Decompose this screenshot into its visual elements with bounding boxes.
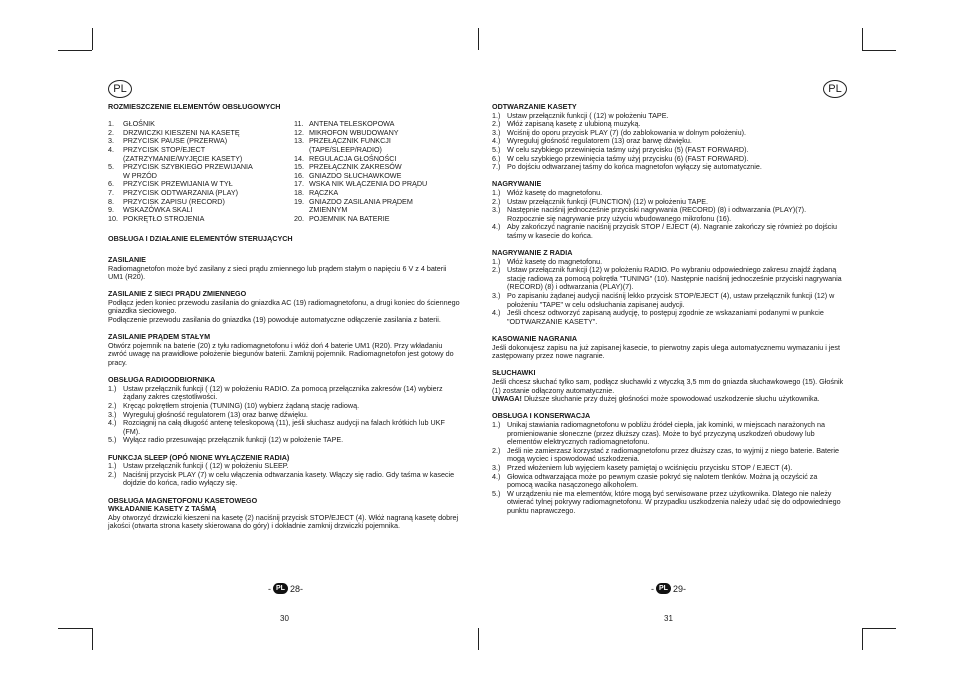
list-item-text: PRZYCISK PAUSE (PRZERWA)	[123, 136, 228, 146]
list-item-number: 4.)	[492, 136, 501, 146]
list-item-number: 4.)	[492, 222, 501, 232]
section-title: ROZMIESZCZENIE ELEMENTÓW OBSŁUGOWYCH	[108, 102, 281, 111]
list-item-text: Rozciągnij na całą długość antenę teleskopową (11), jeśli słuchasz audycji na falach krótkich lub UKF (FM).	[123, 418, 445, 436]
paragraph: Radiomagnetofon może być zasilany z sieci prądu zmiennego lub prądem stałym o napięciu 6 V z 4 baterii UM1 (R20).	[108, 263, 447, 282]
list-item-text: (ZATRZYMANIE/WYJĘCIE KASETY)	[123, 153, 243, 163]
list-item-number: 5.	[108, 162, 114, 172]
list-item-text: PRZEŁĄCZNIK FUNKCJI	[309, 136, 391, 146]
list-item-text: RĄCZKA	[309, 187, 339, 197]
list-item-number: 10.	[108, 213, 118, 223]
list-item-text: WSKAZÓWKA SKALI	[123, 205, 193, 215]
list-item-number: 4.	[108, 144, 114, 154]
crop-mark	[862, 28, 863, 50]
list-item-text: W PRZÓD	[123, 170, 157, 180]
section-title: OBSŁUGA I KONSERWACJA	[492, 411, 591, 421]
list-item-text: MIKROFON WBUDOWANY	[309, 127, 399, 137]
components-column-right	[294, 120, 463, 223]
list-item	[492, 292, 844, 309]
list-item-text: PRZYCISK ODTWARZANIA (PLAY)	[123, 187, 239, 197]
list-item-text: Wyreguluj głośność regulatorem (13) oraz barwę dźwięku.	[507, 136, 692, 146]
list-item-number: 1.)	[492, 110, 501, 120]
list-item-text: PRZYCISK ZAPISU (RECORD)	[123, 196, 225, 206]
list-item-number: 3.	[108, 136, 114, 146]
left-page-content	[108, 103, 463, 531]
list-item-number: 12.	[294, 127, 304, 137]
list-item-text: Unikaj stawiania radiomagnetofonu w pobliżu źródeł ciepła, jak kominki, w miejscach narażonych na promieniowanie słoneczne (przez dłuższy czas). Może to być przyczyną uszkodzeń obudowy lub elementów elektrycznych radiomagnetofonu.	[507, 419, 826, 447]
list-item-text: ANTENA TELESKOPOWA	[309, 119, 395, 129]
list-item-text: Ustaw przełącznik funkcji (12) w położeniu RADIO. Po wybraniu odpowiedniego zakresu znajdź żądaną stację radiową za pomocą pokrętła "TUNING" (10). Następnie naciśnij jednocześnie przyciski nagrywania (RECORD) (8) i odtwarzania (PLAY)(7).	[507, 265, 842, 292]
warning-text: Dłuższe słuchanie przy dużej głośności może spowodować uszkodzenie słuchu użytkownika.	[521, 394, 820, 404]
component-item	[108, 215, 294, 224]
numbered-list	[108, 385, 463, 445]
list-item-number: 19.	[294, 196, 304, 206]
list-item-number: 1.	[108, 119, 114, 129]
list-item-number: 2.)	[108, 469, 117, 479]
list-item	[108, 436, 463, 445]
list-item-text: Jeśli nie zamierzasz korzystać z radiomagnetofonu przez dłuższy czas, to wyjmij z niego baterie. Baterie mogą wyciec i spowodować uszkodzenia.	[507, 445, 839, 464]
numbered-list	[108, 462, 463, 488]
list-item-text: Przed włożeniem lub wyjęciem kasety pamiętaj o wciśnięciu przycisku STOP / EJECT (4).	[507, 462, 793, 472]
section-title: ZASILANIE Z SIECI PRĄDU ZMIENNEGO	[108, 289, 247, 299]
language-badge-right: PL	[823, 80, 847, 98]
list-item	[492, 206, 844, 223]
list-item-text: Następnie naciśnij jednocześnie przyciski nagrywania (RECORD) (8) i odtwarzania (PLAY)(7). Rozpocznie się nagrywanie przy użyciu wbudowanego mikrofonu (16).	[507, 205, 807, 223]
list-item-number: 2.)	[108, 401, 117, 410]
crop-mark	[862, 50, 896, 51]
list-item-text: Włóż zapisaną kasetę z ulubioną muzyką.	[507, 119, 641, 129]
list-item-number: 8.	[108, 196, 114, 206]
list-item-text: Ustaw przełącznik funkcji ( (12) w położeniu SLEEP.	[123, 461, 289, 471]
components-column-left	[108, 120, 294, 223]
list-item-number: 3.)	[492, 205, 501, 215]
list-item	[108, 471, 463, 488]
footer-prefix: -	[651, 583, 654, 594]
list-item-number: 1.)	[492, 187, 501, 197]
section-title: SŁUCHAWKI	[492, 368, 536, 378]
list-item-text: Włóż kasetę do magnetofonu.	[507, 256, 603, 266]
list-item-text: Wyłącz radio przesuwając przełącznik funkcji (12) w położenie TAPE.	[123, 435, 344, 445]
list-item-text: Po dojściu odtwarzanej taśmy do końca magnetofon wyłączy się automatycznie.	[507, 162, 762, 172]
list-item-number: 17.	[294, 179, 304, 189]
list-item-number: 2.)	[492, 196, 501, 206]
language-badge-left: PL	[108, 80, 132, 98]
list-item-number: 13.	[294, 136, 304, 146]
list-item-text: GŁOŚNIK	[123, 119, 155, 129]
list-item-text: PRZEŁĄCZNIK ZAKRESÓW	[309, 162, 402, 172]
list-item-text: Kręcąc pokrętłem strojenia (TUNING) (10) wybierz żądaną stację radiową.	[123, 401, 360, 410]
list-item-text: PRZYCISK STOP/EJECT	[123, 144, 206, 154]
list-item-text: Wciśnij do oporu przycisk PLAY (7) (do zablokowania w dolnym położeniu).	[507, 127, 747, 137]
numbered-list	[492, 189, 844, 241]
list-item-number: 3.)	[492, 127, 501, 137]
list-item-number: 16.	[294, 170, 304, 180]
footer-number: 28-	[289, 583, 303, 594]
list-item	[492, 309, 844, 326]
section-title: FUNKCJA SLEEP (OPÓ NIONE WYŁĄCZENIE RADIA)	[108, 452, 290, 462]
list-item-text: Włóż kasetę do magnetofonu.	[507, 187, 603, 197]
list-item-text: W urządzeniu nie ma elementów, które mogą być serwisowane przez użytkownika. Dlatego nie należy otwierać tylnej pokrywy radiomagnetofonu. W przypadku uszkodzenia należy udać się do odpowiedniego punktu naprawczego.	[507, 488, 841, 515]
list-item-text: Głowica odtwarzająca może po pewnym czasie pokryć się nalotem tlenków. Można ją oczyścić za pomocą wacika nasączonego alkoholem.	[507, 471, 818, 490]
paragraph: Aby otworzyć drzwiczki kieszeni na kasetę (2) naciśnij przycisk STOP/EJECT (4). Włóż nagraną kasetę dobrej jakości (otwarta strona kasety skierowana do góry) i dokładnie zamknij drzwiczki pojemnika.	[108, 512, 459, 531]
paragraph: Podłączenie przewodu zasilania do gniazdka (19) powoduje automatyczne odłączenie zasilania z baterii.	[108, 315, 441, 325]
list-item-number: 20.	[294, 213, 304, 223]
list-item-text: Naciśnij przycisk PLAY (7) w celu włączenia odtwarzania kasety. Włączy się radio. Gdy taśma w kasecie dojdzie do końca, radio wyłączy się.	[123, 469, 455, 488]
list-item-text: PRZYCISK PRZEWIJANIA W TYŁ	[123, 179, 233, 189]
paragraph: Jeśli chcesz słuchać tylko sam, podłącz słuchawki z wtyczką 3,5 mm do gniazda słuchawkowego (15). Głośnik (1) zostanie odłączony automatycznie.	[492, 377, 844, 395]
list-item-text: Aby zakończyć nagranie naciśnij przycisk STOP / EJECT (4). Nagranie zakończy się również po dojściu taśmy w kasecie do końca.	[507, 222, 837, 240]
crop-mark	[92, 628, 93, 650]
page-number-right: 31	[664, 614, 673, 623]
section-title: NAGRYWANIE Z RADIA	[492, 248, 573, 258]
crop-mark	[478, 628, 479, 650]
components-sublist	[108, 120, 294, 223]
list-item-text: POKRĘTŁO STROJENIA	[123, 213, 205, 223]
section-title: OBSŁUGA I DZIAŁANIE ELEMENTÓW STERUJĄCYCH	[108, 234, 293, 244]
page-footer-right	[651, 583, 686, 594]
list-item-text: WSKA NIK WŁĄCZENIA DO PRĄDU	[309, 179, 428, 189]
warning-label: UWAGA!	[492, 394, 522, 404]
list-item-number: 11.	[294, 119, 304, 129]
list-item	[492, 421, 844, 447]
list-item-number: 3.)	[492, 291, 501, 301]
section-title: NAGRYWANIE	[492, 179, 542, 189]
list-item-number: 9.	[108, 205, 114, 215]
list-item-number: 6.)	[492, 153, 501, 163]
list-item-text: GNIAZDO SŁUCHAWKOWE	[309, 170, 402, 180]
list-item-text: Ustaw przełącznik funkcji ( (12) w położeniu TAPE.	[507, 110, 669, 120]
list-item	[108, 419, 463, 436]
list-item-number: 15.	[294, 162, 304, 172]
list-item-number: 4.)	[492, 308, 501, 318]
section-title: ZASILANIE PRĄDEM STAŁYM	[108, 332, 211, 342]
list-item	[492, 473, 844, 490]
list-item	[492, 490, 844, 516]
list-item	[492, 163, 844, 172]
list-item-number: 1.)	[492, 419, 501, 429]
numbered-list	[492, 421, 844, 516]
list-item	[492, 266, 844, 292]
crop-mark	[92, 28, 93, 50]
list-item	[492, 447, 844, 464]
list-item-number: 4.)	[492, 471, 501, 481]
crop-mark	[58, 50, 92, 51]
section-title: OBSŁUGA MAGNETOFONU KASETOWEGO	[108, 495, 258, 505]
list-item-text: REGULACJA GŁOŚNOŚCI	[309, 153, 397, 163]
list-item-text: Wyreguluj głośność regulatorem (13) oraz barwę dźwięku.	[123, 409, 308, 419]
footer-badge: PL	[273, 583, 288, 594]
list-item-number: 2.	[108, 127, 114, 137]
footer-prefix: -	[268, 583, 271, 594]
list-item-number: 14.	[294, 153, 304, 163]
list-item	[108, 385, 463, 402]
list-item-text: DRZWICZKI KIESZENI NA KASETĘ	[123, 127, 240, 137]
components-list	[108, 120, 463, 223]
footer-number: 29-	[672, 583, 686, 594]
list-item-number: 4.)	[108, 418, 117, 428]
list-item-text: Po zapisaniu żądanej audycji naciśnij lekko przycisk STOP/EJECT (4), ustaw przełącznik funkcji (12) w położeniu "TAPE" w celu odsłuchania zapisanej audycji.	[507, 291, 835, 309]
right-page-content	[492, 103, 844, 516]
list-item-number: 6.	[108, 179, 114, 189]
footer-badge: PL	[656, 583, 671, 594]
crop-mark	[58, 628, 92, 629]
list-item-text: GNIAZDO ZASILANIA PRĄDEM	[309, 196, 413, 206]
list-item-text: POJEMNIK NA BATERIE	[309, 213, 390, 223]
components-sublist	[294, 120, 463, 223]
list-item-number: 5.)	[492, 488, 501, 498]
list-item-text: W celu szybkiego przewinięcia taśmy użyj przycisku (6) (FAST FORWARD).	[507, 153, 749, 163]
paragraph: Otwórz pojemnik na baterie (20) z tyłu radiomagnetofonu i włóż doń 4 baterie UM1 (R20). Przy wkładaniu zwróć uwagę na prawidłowe położenie biegunów baterii. Zamknij pojemnik. Radiomagnetofon jest gotowy do pracy.	[108, 340, 454, 368]
crop-mark	[862, 628, 863, 650]
component-item	[294, 215, 463, 224]
list-item-text: Ustaw przełącznik funkcji (FUNCTION) (12) w położeniu TAPE.	[507, 196, 709, 206]
section-title: WKŁADANIE KASETY Z TAŚMĄ	[108, 504, 217, 514]
list-item-number: 2.)	[492, 445, 501, 455]
warning-paragraph	[492, 395, 844, 404]
section-title: KASOWANIE NAGRANIA	[492, 334, 578, 344]
list-item-number: 2.)	[492, 265, 501, 275]
section-title: OBSŁUGA RADIOODBIORNIKA	[108, 375, 216, 385]
page-number-left: 30	[280, 614, 289, 623]
section-title: ODTWARZANIE KASETY	[492, 102, 577, 111]
list-item-number: 1.)	[108, 383, 117, 393]
list-item-text: Ustaw przełącznik funkcji ( (12) w położeniu RADIO. Za pomocą przełącznika zakresów (14) wybierz żądany zakres częstotliwości.	[123, 383, 443, 402]
list-item-number: 18.	[294, 187, 304, 197]
list-item-number: 3.)	[492, 462, 501, 472]
numbered-list	[492, 258, 844, 327]
list-item-number: 1.)	[108, 461, 117, 471]
list-item	[492, 223, 844, 240]
list-item-number: 5.)	[108, 435, 117, 445]
crop-mark	[862, 628, 896, 629]
list-item-number: 5.)	[492, 144, 501, 154]
list-item-text: Jeśli chcesz odtworzyć zapisaną audycję, to postępuj zgodnie ze wskazaniami podanymi w punkcie "ODTWARZANIE KASETY".	[507, 308, 824, 326]
paragraph: Podłącz jeden koniec przewodu zasilania do gniazdka AC (19) radiomagnetofonu, a drugi koniec do ściennego gniazdka sieciowego.	[108, 297, 460, 316]
list-item-text: W celu szybkiego przewinięcia taśmy użyj przycisku (5) (FAST FORWARD).	[507, 144, 749, 154]
page-footer-left	[268, 583, 303, 594]
list-item-number: 3.)	[108, 409, 117, 419]
list-item-number: 2.)	[492, 119, 501, 129]
list-item-text: (TAPE/SLEEP/RADIO)	[309, 144, 382, 154]
paragraph: Jeśli dokonujesz zapisu na już zapisanej kasecie, to pierwotny zapis ulega automatycznemu wymazaniu i jest zastępowany przez nowe nagranie.	[492, 342, 840, 361]
list-item-number: 1.)	[492, 256, 501, 266]
list-item-text: ZMIENNYM	[309, 205, 348, 215]
list-item-text: PRZYCISK SZYBKIEGO PRZEWIJANIA	[123, 162, 253, 172]
list-item-number: 7.	[108, 187, 114, 197]
section-title: ZASILANIE	[108, 254, 146, 264]
list-item-number: 7.)	[492, 162, 501, 172]
crop-mark	[478, 28, 479, 50]
numbered-list	[492, 112, 844, 172]
